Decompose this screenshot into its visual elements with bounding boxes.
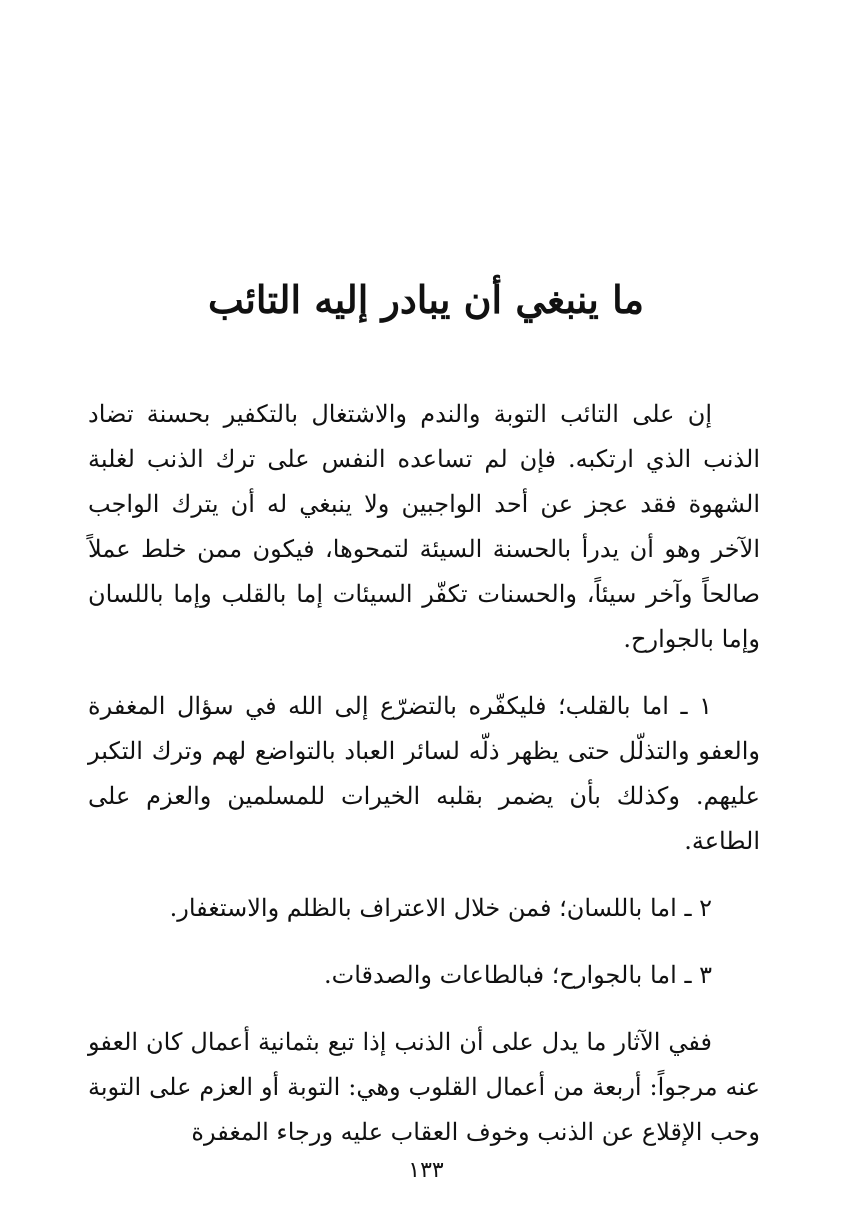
body-text — [88, 392, 760, 1177]
page-number: ١٣٣ — [408, 1158, 444, 1183]
page-title: ما ينبغي أن يبادر إليه التائب — [208, 277, 644, 322]
intro-paragraph: إن على التائب التوبة والندم والاشتغال بالتكفير بحسنة تضاد الذنب الذي ارتكبه. فإن لم تساعده النفس على ترك الذنب لغلبة الشهوة فقد عجز عن أحد الواجبين ولا ينبغي له أن يترك الواجب الآخر وهو أن يدرأ بالحسنة السيئة لتمحوها، فيكون ممن خلط عملاً صالحاً وآخر سيئاً، والحسنات تكفّر السيئات إما بالقلب وإما باللسان وإما بالجوارح. — [88, 400, 761, 653]
list-item-heart: ١ ـ اما بالقلب؛ فليكفّره بالتضرّع إلى الله في سؤال المغفرة والعفو والتذلّل حتى يظهر ذلّه لسائر العباد بالتواضع لهم وترك التكبر عليهم. وكذلك بأن يضمر بقلبه الخيرات للمسلمين والعزم على الطاعة. — [88, 692, 760, 855]
list-item-tongue: ٢ ـ اما باللسان؛ فمن خلال الاعتراف بالظلم والاستغفار. — [169, 894, 712, 922]
list-item-limbs: ٣ ـ اما بالجوارح؛ فبالطاعات والصدقات. — [323, 961, 712, 989]
closing-paragraph: ففي الآثار ما يدل على أن الذنب إذا تبع بثمانية أعمال كان العفو عنه مرجواً: أربعة من أعمال القلوب وهي: التوبة أو العزم على التوبة وحب الإقلاع عن الذنب وخوف العقاب عليه ورجاء المغفرة — [88, 1028, 760, 1146]
